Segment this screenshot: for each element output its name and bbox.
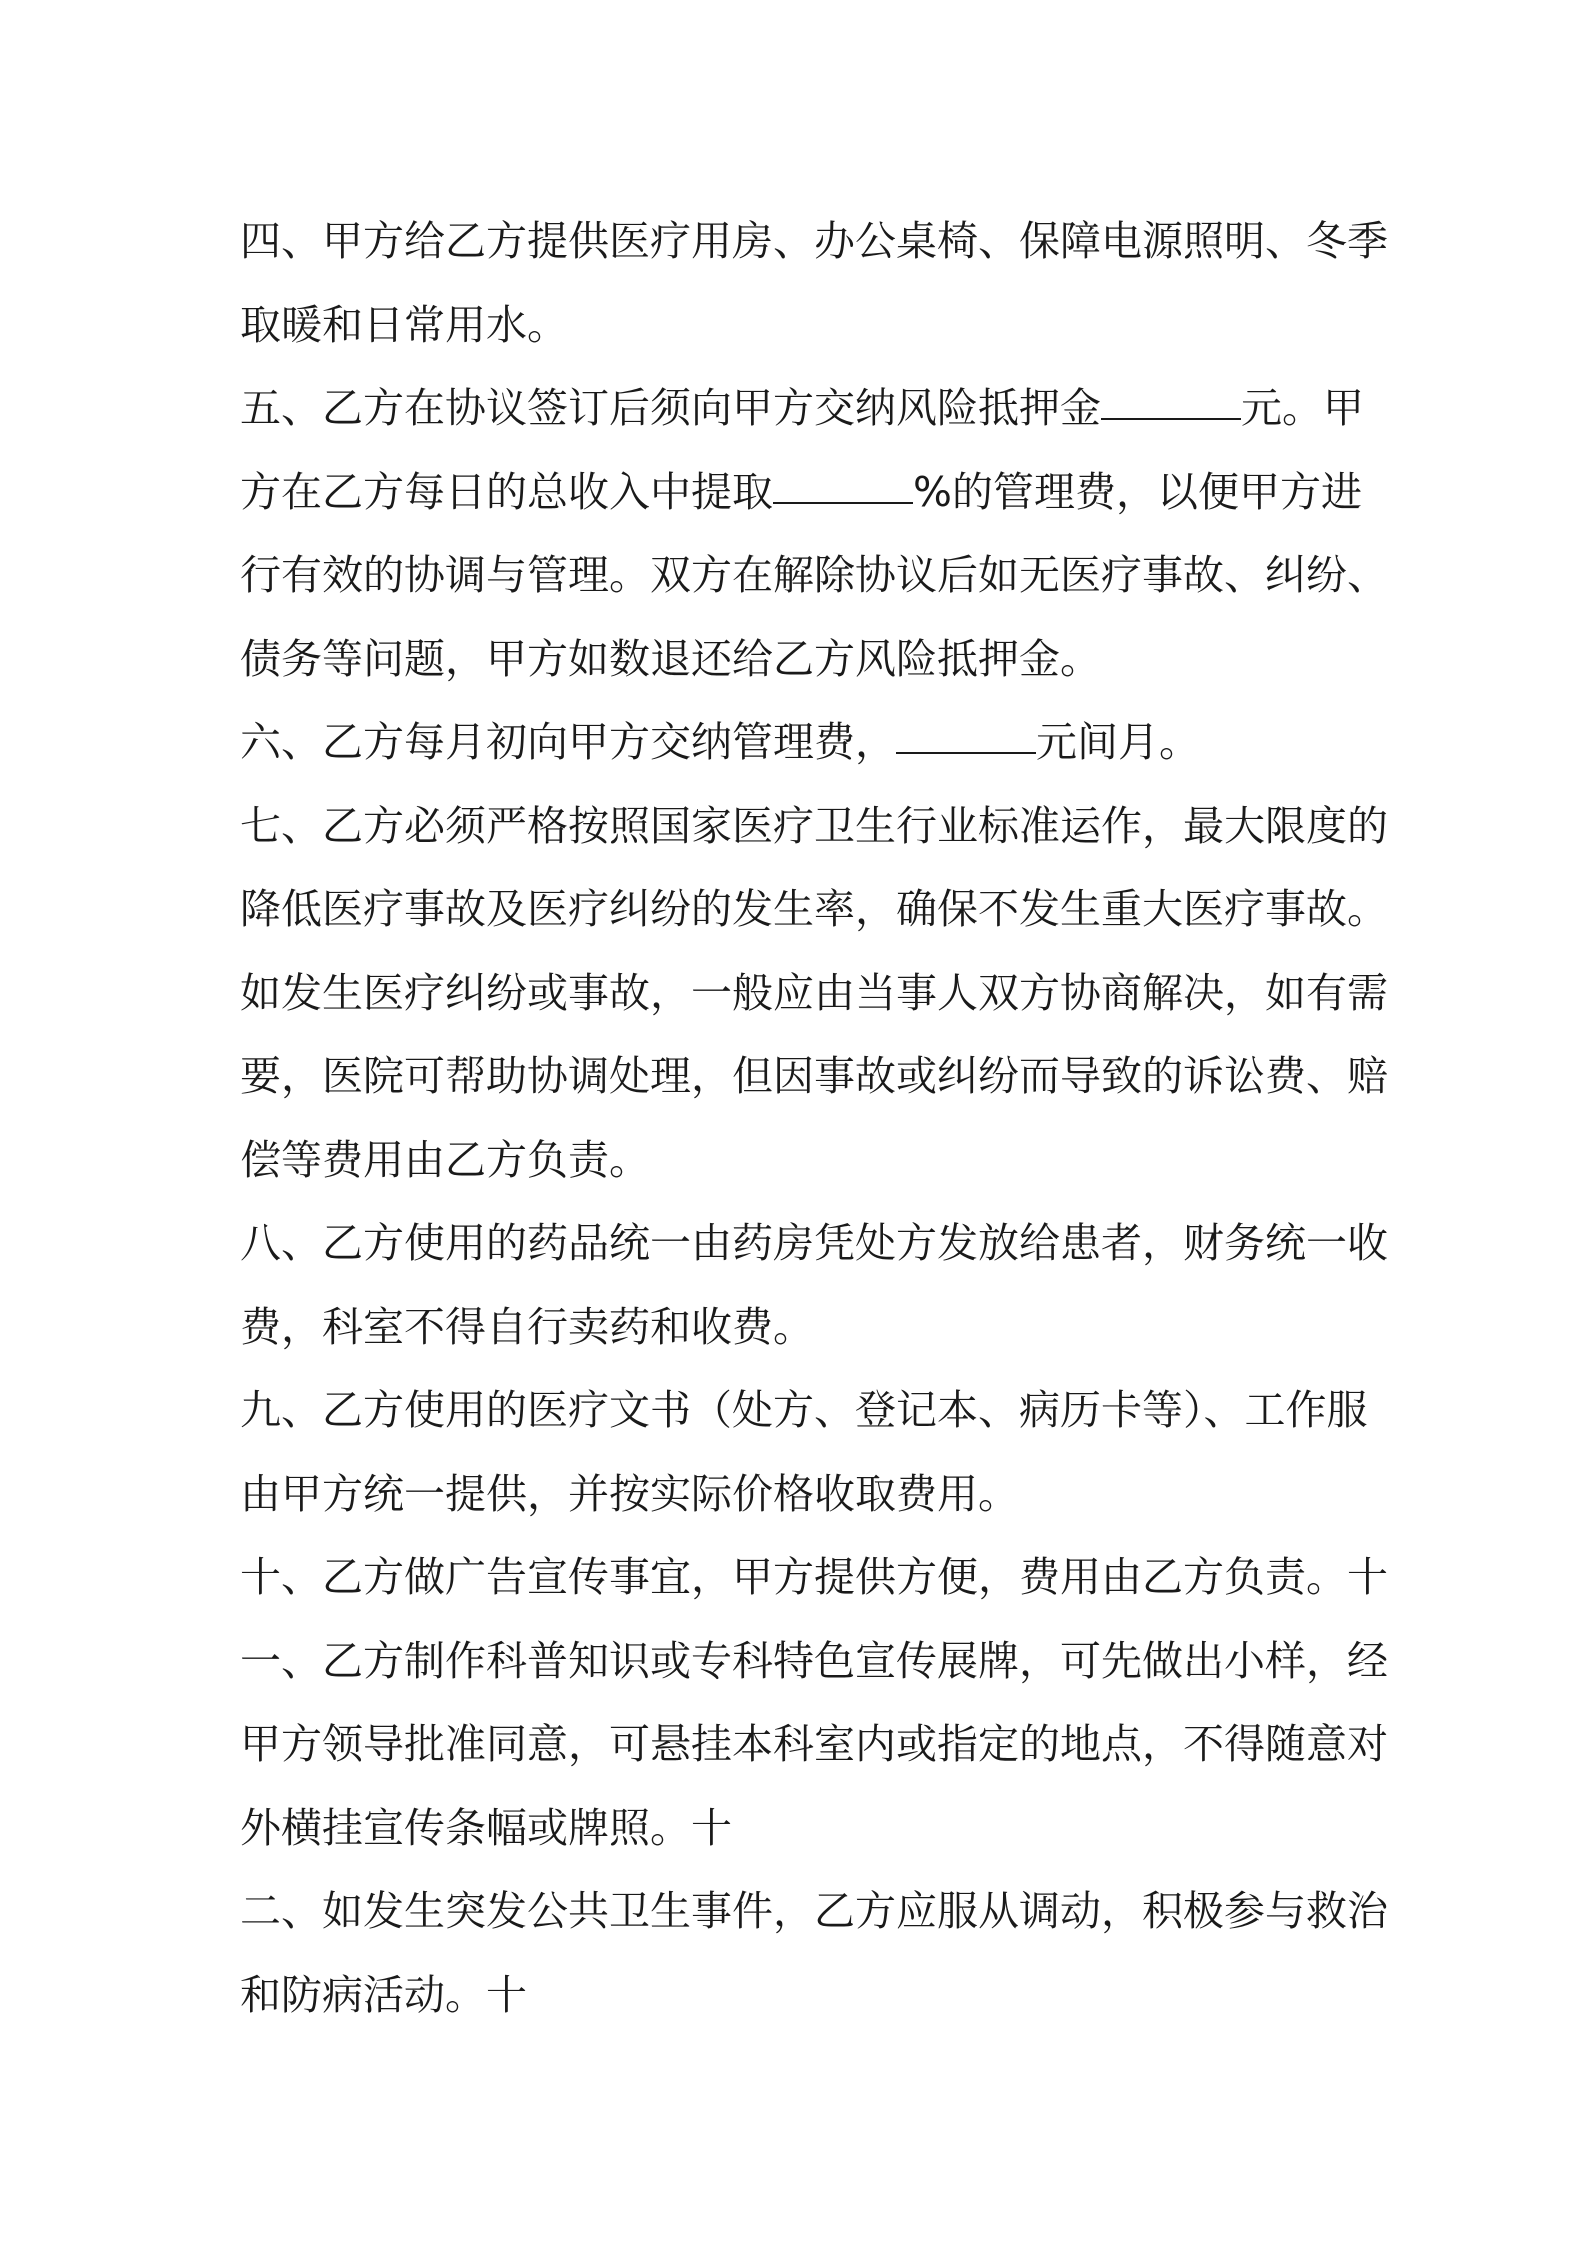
fill-in-blank xyxy=(1101,418,1241,420)
text-line xyxy=(240,367,1370,451)
line-text: %的管理费，以便甲方进 xyxy=(913,467,1362,516)
text-line: 降低医疗事故及医疗纠纷的发生率，确保不发生重大医疗事故。 xyxy=(240,885,1388,933)
text-line: 十、乙方做广告宣传事宜，甲方提供方便，费用由乙方负责。十 xyxy=(240,1553,1388,1601)
text-line: 九、乙方使用的医疗文书（处方、登记本、病历卡等）、工作服 xyxy=(240,1386,1368,1434)
text-line: 债务等问题，甲方如数退还给乙方风险抵押金。 xyxy=(240,634,1101,683)
text-line: 外横挂宣传条幅或牌照。十 xyxy=(240,1803,732,1852)
line-text: 六、乙方每月初向甲方交纳管理费， xyxy=(240,718,896,766)
text-line: 和防病活动。十 xyxy=(240,1970,527,2019)
line-text: 五、乙方在协议签订后须向甲方交纳风险抵押金 xyxy=(240,384,1101,432)
text-line: 由甲方统一提供，并按实际价格收取费用。 xyxy=(240,1469,1019,1518)
line-text: 方在乙方每日的总收入中提取 xyxy=(240,467,773,516)
fill-in-blank xyxy=(896,752,1036,754)
text-line xyxy=(240,701,1370,785)
text-line: 取暖和日常用水。 xyxy=(240,300,568,349)
text-line: 偿等费用由乙方负责。 xyxy=(240,1135,650,1184)
contract-text xyxy=(240,200,1388,2037)
fill-in-blank xyxy=(773,502,913,504)
text-line: 七、乙方必须严格按照国家医疗卫生行业标准运作，最大限度的 xyxy=(240,801,1388,850)
text-line: 行有效的协调与管理。双方在解除协议后如无医疗事故、纠纷、 xyxy=(240,551,1388,599)
line-text: 元间月。 xyxy=(1036,718,1200,766)
text-line: 如发生医疗纠纷或事故，一般应由当事人双方协商解决，如有需 xyxy=(240,968,1388,1017)
text-line: 甲方领导批准同意，可悬挂本科室内或指定的地点，不得随意对 xyxy=(240,1720,1388,1768)
text-line: 一、乙方制作科普知识或专科特色宣传展牌，可先做出小样，经 xyxy=(240,1636,1388,1685)
line-text: 元。甲 xyxy=(1241,384,1364,432)
text-line: 费，科室不得自行卖药和收费。 xyxy=(240,1302,814,1351)
text-line: 八、乙方使用的药品统一由药房凭处方发放给患者，财务统一收 xyxy=(240,1219,1388,1267)
text-line xyxy=(240,451,1370,535)
text-line: 要，医院可帮助协调处理，但因事故或纠纷而导致的诉讼费、赔 xyxy=(240,1052,1388,1100)
text-line: 四、甲方给乙方提供医疗用房、办公桌椅、保障电源照明、冬季 xyxy=(240,217,1388,265)
text-line: 二、如发生突发公共卫生事件，乙方应服从调动，积极参与救治 xyxy=(240,1887,1388,1935)
